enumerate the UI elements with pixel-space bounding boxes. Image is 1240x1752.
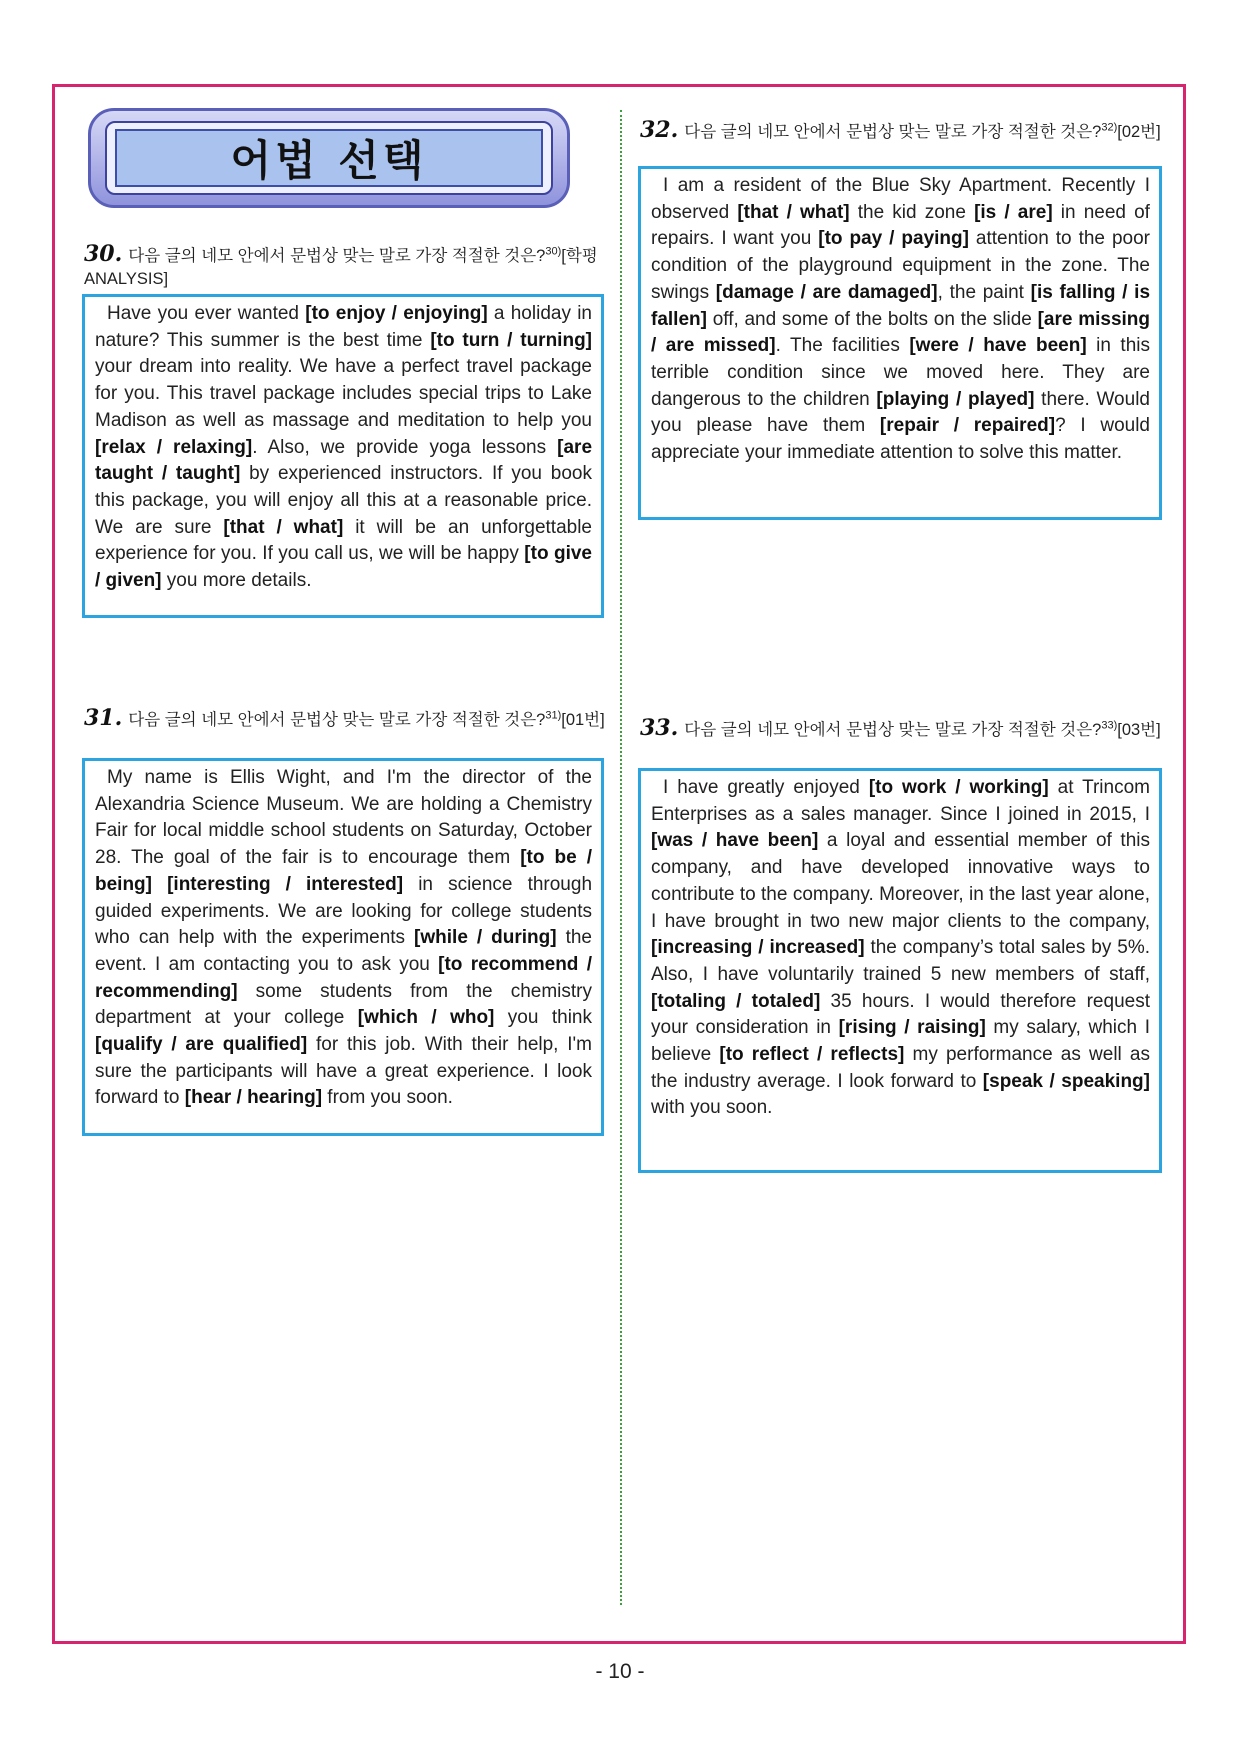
choice-bracket: [are taught / taught]: [95, 436, 593, 485]
passage-32: [638, 166, 1162, 520]
page-number: - 10 -: [595, 1660, 645, 1683]
question-prompt: 다음 글의 네모 안에서 문법상 맞는 말로 가장 적절한 것은?$^{32)}$[02번]: [684, 121, 1161, 141]
choice-bracket: [to reflect / reflects]: [719, 1044, 905, 1066]
passage-text: I have greatly enjoyed [to work / working] at Trincom Enterprises as a sales manager. Since I joined in 2015, I [was / have been] a loyal and essential member of this company, and have developed innovative ways to contribute to the company. Moreover, in the last year alone, I have brought in two new major clients to the company, [increasing / increased] the company’s total sales by 5%. Also, I have voluntarily trained 5 new members of staff, [totaling / totaled] 35 hours. I would therefore request your consideration in [rising / raising] my salary, which I believe [to reflect / reflects] my performance as well as the industry average. I look forward to [speak / speaking] with you soon.: [651, 777, 1150, 1119]
choice-bracket: [to pay / paying]: [818, 228, 969, 250]
choice-bracket: [rising / raising]: [838, 1017, 986, 1039]
choice-bracket: [while / during]: [414, 927, 557, 949]
passage-31: [82, 758, 604, 1136]
choice-bracket: [qualify / are qualified]: [95, 1034, 308, 1056]
question-prompt: 다음 글의 네모 안에서 문법상 맞는 말로 가장 적절한 것은?$^{33)}$[03번]: [684, 719, 1161, 739]
passage-30: [82, 294, 604, 618]
choice-bracket: [was / have been]: [651, 830, 819, 852]
question-32-header: [640, 116, 1168, 144]
choice-bracket: [interesting / interested]: [167, 873, 404, 895]
choice-bracket: [damage / are damaged]: [715, 281, 938, 303]
question-31-header: [84, 704, 612, 732]
choice-bracket: [hear / hearing]: [184, 1087, 323, 1109]
choice-bracket: [is falling / is fallen]: [651, 281, 1151, 330]
column-divider: [620, 110, 622, 1605]
choice-bracket: [to recommend / recommending]: [95, 953, 592, 1002]
question-33-header: [640, 714, 1168, 742]
choice-bracket: [to be / being]: [95, 847, 592, 895]
choice-bracket: [which / who]: [357, 1007, 495, 1029]
choice-bracket: [to turn / turning]: [430, 329, 593, 351]
choice-bracket: [is / are]: [974, 201, 1053, 223]
passage-33: [638, 768, 1162, 1173]
choice-bracket: [are missing / are missed]: [651, 308, 1151, 357]
passage-text: I am a resident of the Blue Sky Apartment. Recently I observed [that / what] the kid zone [is / are] in need of repairs. I want you [to pay / paying] attention to the poor condition of the playground equipment in the zone. The swings [damage / are damaged], the paint [is falling / is fallen] off, and some of the bolts on the slide [are missing / are missed]. The facilities [were / have been] in this terrible condition since we moved here. They are dangerous to the children [playing / played] there. Would you please have them [repair / repaired]? I would appreciate your immediate attention to solve this matter.: [651, 175, 1151, 464]
choice-bracket: [relax / relaxing]: [95, 436, 253, 458]
choice-bracket: [totaling / totaled]: [651, 990, 821, 1012]
choice-bracket: [were / have been]: [909, 335, 1087, 357]
choice-bracket: [that / what]: [223, 516, 344, 538]
question-30-header: [84, 240, 612, 291]
question-number: 31.: [84, 704, 123, 731]
choice-bracket: [to work / working]: [868, 777, 1049, 798]
choice-bracket: [to give / given]: [95, 543, 592, 592]
choice-bracket: [speak / speaking]: [982, 1070, 1150, 1092]
choice-bracket: [repair / repaired]: [879, 415, 1056, 437]
choice-bracket: [playing / played]: [876, 388, 1035, 410]
question-number: 30.: [84, 240, 123, 267]
passage-text: My name is Ellis Wight, and I'm the director of the Alexandria Science Museum. We are holding a Chemistry Fair for local middle school students on Saturday, October 28. The goal of the fair is to encourage them [to be / being] [interesting / interested] in science through guided experiments. We are looking for college students who can help with the experiments [while / during] the event. I am contacting you to ask you [to recommend / recommending] some students from the chemistry department at your college [which / who] you think [qualify / are qualified] for this job. With their help, I'm sure the participants will have a great experience. I look forward to [hear / hearing] from you soon.: [95, 767, 593, 1109]
choice-bracket: [to enjoy / enjoying]: [305, 303, 488, 324]
choice-bracket: [increasing / increased]: [651, 937, 865, 959]
question-number: 33.: [640, 714, 679, 741]
question-number: 32.: [640, 116, 679, 143]
section-title: 어법 선택: [230, 136, 428, 185]
question-prompt: 다음 글의 네모 안에서 문법상 맞는 말로 가장 적절한 것은?$^{30)}$[학평 ANALYSIS]: [84, 245, 598, 288]
section-title-banner: [88, 108, 570, 208]
passage-text: Have you ever wanted [to enjoy / enjoying] a holiday in nature? This summer is the best time [to turn / turning] your dream into reality. We have a perfect travel package for you. This travel package includes special trips to Lake Madison as well as massage and meditation to help you [relax / relaxing]. Also, we provide yoga lessons [are taught / taught] by experienced instructors. If you book this package, you will enjoy all this at a reasonable price. We are sure [that / what] it will be an unforgettable experience for you. If you call us, we will be happy [to give / given] you more details.: [95, 303, 593, 592]
question-prompt: 다음 글의 네모 안에서 문법상 맞는 말로 가장 적절한 것은?$^{31)}$[01번]: [128, 709, 605, 729]
choice-bracket: [that / what]: [737, 201, 850, 223]
